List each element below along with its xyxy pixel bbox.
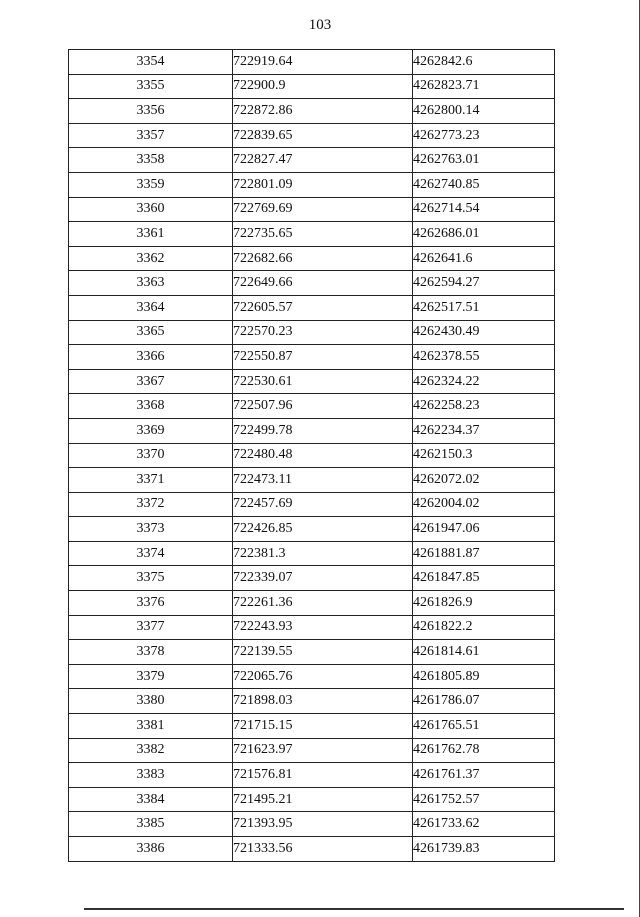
y-coordinate-cell: 4261826.9 xyxy=(413,591,555,616)
point-number-cell: 3378 xyxy=(69,640,233,665)
point-number-cell: 3372 xyxy=(69,492,233,517)
point-number-cell: 3355 xyxy=(69,74,233,99)
y-coordinate-cell: 4261805.89 xyxy=(413,664,555,689)
x-coordinate-cell: 721715.15 xyxy=(233,714,413,739)
table-row xyxy=(69,271,555,296)
table-row xyxy=(69,148,555,173)
coordinates-table-container xyxy=(68,49,554,862)
y-coordinate-cell: 4261947.06 xyxy=(413,517,555,542)
table-row xyxy=(69,172,555,197)
coordinates-table-body xyxy=(69,50,555,862)
point-number-cell: 3386 xyxy=(69,837,233,862)
y-coordinate-cell: 4262430.49 xyxy=(413,320,555,345)
point-number-cell: 3363 xyxy=(69,271,233,296)
x-coordinate-cell: 722499.78 xyxy=(233,418,413,443)
table-row xyxy=(69,74,555,99)
page-number: 103 xyxy=(308,17,332,33)
point-number-cell: 3382 xyxy=(69,738,233,763)
table-row xyxy=(69,468,555,493)
y-coordinate-cell: 4261761.37 xyxy=(413,763,555,788)
x-coordinate-cell: 722473.11 xyxy=(233,468,413,493)
table-row xyxy=(69,837,555,862)
point-number-cell: 3367 xyxy=(69,369,233,394)
y-coordinate-cell: 4262686.01 xyxy=(413,222,555,247)
coordinates-table xyxy=(68,49,555,862)
table-row xyxy=(69,246,555,271)
point-number-cell: 3377 xyxy=(69,615,233,640)
y-coordinate-cell: 4262378.55 xyxy=(413,345,555,370)
y-coordinate-cell: 4261733.62 xyxy=(413,812,555,837)
table-row xyxy=(69,517,555,542)
x-coordinate-cell: 722065.76 xyxy=(233,664,413,689)
table-row xyxy=(69,222,555,247)
y-coordinate-cell: 4262823.71 xyxy=(413,74,555,99)
table-row xyxy=(69,197,555,222)
point-number-cell: 3375 xyxy=(69,566,233,591)
table-row xyxy=(69,50,555,75)
point-number-cell: 3364 xyxy=(69,295,233,320)
x-coordinate-cell: 721898.03 xyxy=(233,689,413,714)
x-coordinate-cell: 722682.66 xyxy=(233,246,413,271)
x-coordinate-cell: 722457.69 xyxy=(233,492,413,517)
point-number-cell: 3360 xyxy=(69,197,233,222)
table-row xyxy=(69,812,555,837)
bottom-rule xyxy=(84,908,624,910)
point-number-cell: 3365 xyxy=(69,320,233,345)
x-coordinate-cell: 722769.69 xyxy=(233,197,413,222)
point-number-cell: 3385 xyxy=(69,812,233,837)
y-coordinate-cell: 4261786.07 xyxy=(413,689,555,714)
point-number-cell: 3370 xyxy=(69,443,233,468)
point-number-cell: 3376 xyxy=(69,591,233,616)
y-coordinate-cell: 4262258.23 xyxy=(413,394,555,419)
y-coordinate-cell: 4262763.01 xyxy=(413,148,555,173)
x-coordinate-cell: 722339.07 xyxy=(233,566,413,591)
x-coordinate-cell: 722243.93 xyxy=(233,615,413,640)
table-row xyxy=(69,394,555,419)
table-row xyxy=(69,763,555,788)
point-number-cell: 3371 xyxy=(69,468,233,493)
x-coordinate-cell: 722426.85 xyxy=(233,517,413,542)
x-coordinate-cell: 722261.36 xyxy=(233,591,413,616)
table-row xyxy=(69,99,555,124)
table-row xyxy=(69,787,555,812)
x-coordinate-cell: 721623.97 xyxy=(233,738,413,763)
y-coordinate-cell: 4262842.6 xyxy=(413,50,555,75)
x-coordinate-cell: 722139.55 xyxy=(233,640,413,665)
y-coordinate-cell: 4262150.3 xyxy=(413,443,555,468)
y-coordinate-cell: 4261847.85 xyxy=(413,566,555,591)
table-row xyxy=(69,738,555,763)
point-number-cell: 3380 xyxy=(69,689,233,714)
y-coordinate-cell: 4262072.02 xyxy=(413,468,555,493)
x-coordinate-cell: 722480.48 xyxy=(233,443,413,468)
point-number-cell: 3358 xyxy=(69,148,233,173)
x-coordinate-cell: 722507.96 xyxy=(233,394,413,419)
table-row xyxy=(69,714,555,739)
point-number-cell: 3383 xyxy=(69,763,233,788)
table-row xyxy=(69,369,555,394)
table-row xyxy=(69,541,555,566)
x-coordinate-cell: 722381.3 xyxy=(233,541,413,566)
point-number-cell: 3373 xyxy=(69,517,233,542)
point-number-cell: 3374 xyxy=(69,541,233,566)
table-row xyxy=(69,443,555,468)
point-number-cell: 3362 xyxy=(69,246,233,271)
x-coordinate-cell: 722919.64 xyxy=(233,50,413,75)
point-number-cell: 3366 xyxy=(69,345,233,370)
table-row xyxy=(69,418,555,443)
x-coordinate-cell: 722649.66 xyxy=(233,271,413,296)
table-row xyxy=(69,320,555,345)
y-coordinate-cell: 4261739.83 xyxy=(413,837,555,862)
table-row xyxy=(69,615,555,640)
point-number-cell: 3356 xyxy=(69,99,233,124)
table-row xyxy=(69,123,555,148)
y-coordinate-cell: 4261765.51 xyxy=(413,714,555,739)
y-coordinate-cell: 4262773.23 xyxy=(413,123,555,148)
x-coordinate-cell: 722827.47 xyxy=(233,148,413,173)
y-coordinate-cell: 4261881.87 xyxy=(413,541,555,566)
point-number-cell: 3384 xyxy=(69,787,233,812)
y-coordinate-cell: 4262740.85 xyxy=(413,172,555,197)
y-coordinate-cell: 4262517.51 xyxy=(413,295,555,320)
point-number-cell: 3357 xyxy=(69,123,233,148)
x-coordinate-cell: 722900.9 xyxy=(233,74,413,99)
y-coordinate-cell: 4262641.6 xyxy=(413,246,555,271)
table-row xyxy=(69,566,555,591)
point-number-cell: 3381 xyxy=(69,714,233,739)
y-coordinate-cell: 4261752.57 xyxy=(413,787,555,812)
y-coordinate-cell: 4262004.02 xyxy=(413,492,555,517)
table-row xyxy=(69,689,555,714)
y-coordinate-cell: 4262324.22 xyxy=(413,369,555,394)
y-coordinate-cell: 4261814.61 xyxy=(413,640,555,665)
table-row xyxy=(69,345,555,370)
table-row xyxy=(69,492,555,517)
y-coordinate-cell: 4261762.78 xyxy=(413,738,555,763)
table-row xyxy=(69,591,555,616)
x-coordinate-cell: 722872.86 xyxy=(233,99,413,124)
point-number-cell: 3369 xyxy=(69,418,233,443)
x-coordinate-cell: 722530.61 xyxy=(233,369,413,394)
x-coordinate-cell: 722550.87 xyxy=(233,345,413,370)
y-coordinate-cell: 4262714.54 xyxy=(413,197,555,222)
table-row xyxy=(69,295,555,320)
point-number-cell: 3368 xyxy=(69,394,233,419)
table-row xyxy=(69,664,555,689)
x-coordinate-cell: 721333.56 xyxy=(233,837,413,862)
point-number-cell: 3354 xyxy=(69,50,233,75)
point-number-cell: 3361 xyxy=(69,222,233,247)
x-coordinate-cell: 722605.57 xyxy=(233,295,413,320)
point-number-cell: 3379 xyxy=(69,664,233,689)
point-number-cell: 3359 xyxy=(69,172,233,197)
y-coordinate-cell: 4261822.2 xyxy=(413,615,555,640)
x-coordinate-cell: 721393.95 xyxy=(233,812,413,837)
y-coordinate-cell: 4262800.14 xyxy=(413,99,555,124)
x-coordinate-cell: 722735.65 xyxy=(233,222,413,247)
x-coordinate-cell: 722801.09 xyxy=(233,172,413,197)
x-coordinate-cell: 722570.23 xyxy=(233,320,413,345)
x-coordinate-cell: 721576.81 xyxy=(233,763,413,788)
x-coordinate-cell: 722839.65 xyxy=(233,123,413,148)
y-coordinate-cell: 4262234.37 xyxy=(413,418,555,443)
table-row xyxy=(69,640,555,665)
x-coordinate-cell: 721495.21 xyxy=(233,787,413,812)
y-coordinate-cell: 4262594.27 xyxy=(413,271,555,296)
